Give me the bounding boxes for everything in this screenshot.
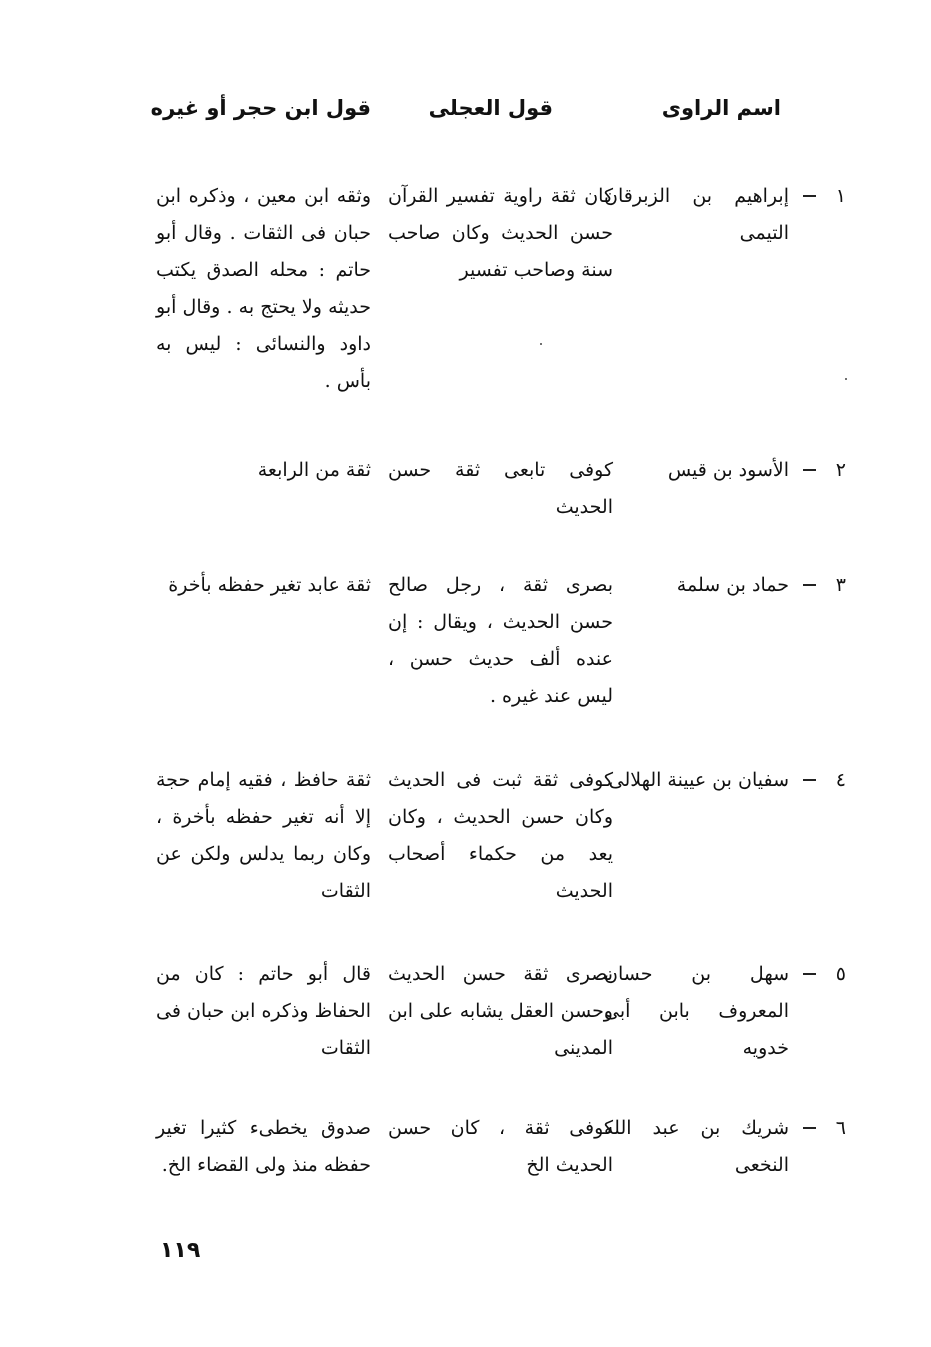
- entry-dash: [803, 469, 816, 471]
- scan-speck: [540, 343, 542, 345]
- other-statement: ثقة حافظ ، فقيه إمام حجة إلا أنه تغير حفظه بأخرة ، وكان ربما يدلس ولكن عن الثقات: [156, 769, 371, 902]
- narrator-name: شريك بن عبد الله النخعى: [604, 1117, 789, 1176]
- other-statement: ثقة عابد تغير حفظه بأخرة: [168, 574, 371, 596]
- entry-number: ٦: [835, 1117, 846, 1139]
- header-ibn-hajar-statement: قول ابن حجر أو غيره: [150, 96, 371, 120]
- narrator-name: حماد بن سلمة: [676, 574, 789, 596]
- other-statement: وثقه ابن معين ، وذكره ابن حبان فى الثقات . وقال أبو حاتم : محله الصدق يكتب حديثه ولا يحتج به . وقال أبو داود والنسائى : ليس به بأس .: [156, 185, 371, 392]
- narrator-name: إبراهيم بن الزبرقان التيمى: [604, 185, 789, 244]
- narrator-name: سفيان بن عيينة الهلالى: [608, 769, 789, 791]
- entry-number: ٣: [835, 574, 846, 596]
- header-ijli-statement: قول العجلى: [428, 96, 553, 120]
- header-narrator-name: اسم الراوى: [661, 96, 781, 120]
- ijli-statement: كوفى ثقة ثبت فى الحديث وكان حسن الحديث ، وكان يعد من حكماء أصحاب الحديث: [388, 769, 613, 902]
- ijli-statement: كوفى ثقة ، كان حسن الحديث الخ: [388, 1117, 613, 1176]
- ijli-statement: بصرى ثقة حسن الحديث وحسن العقل يشابه على ابن المدينى: [388, 963, 613, 1059]
- narrator-name: سهل بن حسان المعروف بابن أبى خدويه: [604, 963, 789, 1059]
- entry-dash: [803, 1127, 816, 1129]
- narrator-name: الأسود بن قيس: [667, 459, 789, 481]
- other-statement: قال أبو حاتم : كان من الحفاظ وذكره ابن حبان فى الثقات: [156, 963, 371, 1059]
- scan-speck: [845, 378, 847, 380]
- other-statement: ثقة من الرابعة: [257, 459, 371, 481]
- ijli-statement: بصرى ثقة ، رجل صالح حسن الحديث ، ويقال : إن عنده ألف حديث حسن ، ليس عند غيره .: [388, 574, 613, 707]
- entry-dash: [803, 973, 816, 975]
- entry-number: ١: [835, 185, 846, 207]
- other-statement: صدوق يخطىء كثيرا تغير حفظه منذ ولى القضاء الخ.: [156, 1117, 371, 1176]
- ijli-statement: كان ثقة راوية تفسير القرآن حسن الحديث وكان صاحب سنة وصاحب تفسير: [388, 185, 613, 281]
- entry-number: ٥: [835, 963, 846, 985]
- page-number: ١١٩: [160, 1238, 201, 1263]
- entry-number: ٢: [835, 459, 846, 481]
- entry-dash: [803, 779, 816, 781]
- ijli-statement: كوفى تابعى ثقة حسن الحديث: [388, 459, 613, 518]
- entry-dash: [803, 584, 816, 586]
- entry-dash: [803, 195, 816, 197]
- entry-number: ٤: [835, 769, 846, 791]
